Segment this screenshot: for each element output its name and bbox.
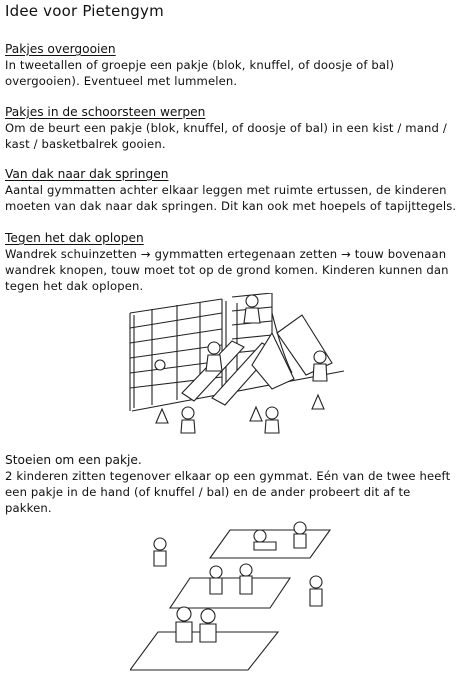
section-line: Aantal gymmatten achter elkaar leggen met ruimte ertussen, de kinderen [5,183,447,197]
section-line: tegen het dak oplopen. [5,279,144,293]
section-heading: Van dak naar dak springen [5,167,169,181]
section-line: Om de beurt een pakje (blok, knuffel, of doosje of bal) in een kist / mand / [5,121,447,135]
wandrek-illustration [122,293,362,438]
page-title: Idee voor Pietengym [5,2,164,20]
section-heading: Tegen het dak oplopen [5,231,144,245]
section-line: In tweetallen of groepje een pakje (blok, knuffel, of doosje of bal) [5,58,395,72]
section-line: een pakje in de hand (of knuffel / bal) en de ander probeert dit af te [5,485,411,499]
section-heading: Pakjes overgooien [5,42,116,56]
section-stoeien [5,452,467,516]
section-line: moeten van dak naar dak springen. Dit kan ook met hoepels of tapijttegels. [5,199,457,213]
section-heading: Stoeien om een pakje. [5,453,142,467]
section-heading: Pakjes in de schoorsteen werpen [5,105,206,119]
section-line: wandrek knopen, touw moet tot op de grond komen. Kinderen kunnen dan [5,263,449,277]
stoeien-illustration [130,510,350,685]
section-pakjes-overgooien [5,41,467,89]
section-line: pakken. [5,501,52,515]
section-dak-oplopen [5,230,467,294]
section-line: Wandrek schuinzetten → gymmatten ertegenaan zetten → touw bovenaan [5,247,447,261]
section-dak-springen [5,166,467,214]
section-schoorsteen [5,104,467,152]
section-line: overgooien). Eventueel met lummelen. [5,74,238,88]
section-line: 2 kinderen zitten tegenover elkaar op een gymmat. Eén van de twee heeft [5,469,451,483]
section-line: kast / basketbalrek gooien. [5,137,166,151]
